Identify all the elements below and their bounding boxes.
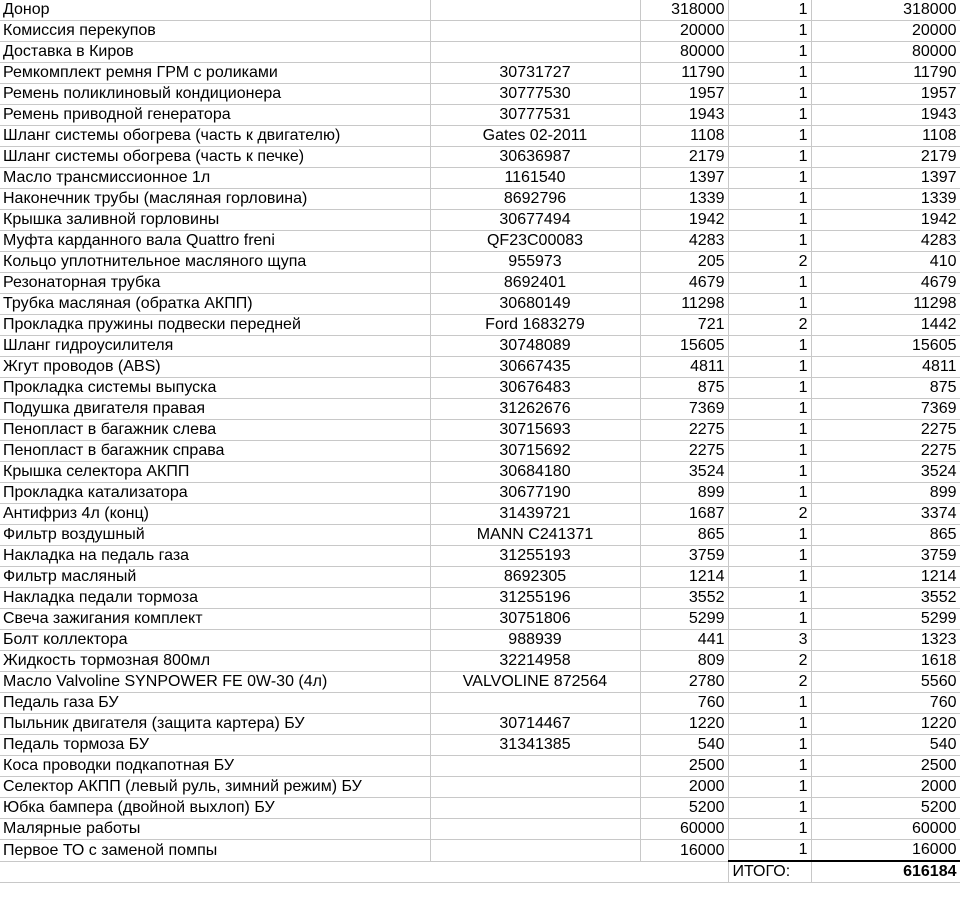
price-cell[interactable]: 11298: [640, 294, 728, 315]
item-name-cell[interactable]: Свеча зажигания комплект: [0, 609, 430, 630]
sum-cell[interactable]: 1618: [811, 651, 960, 672]
table-row: [0, 693, 960, 714]
sum-cell[interactable]: 410: [811, 252, 960, 273]
part-number-cell[interactable]: Ford 1683279: [430, 315, 640, 336]
part-number-cell[interactable]: 8692401: [430, 273, 640, 294]
part-number-cell[interactable]: 30667435: [430, 357, 640, 378]
quantity-cell[interactable]: 3: [728, 630, 811, 651]
sum-cell[interactable]: 15605: [811, 336, 960, 357]
sum-cell[interactable]: 11298: [811, 294, 960, 315]
quantity-cell[interactable]: 1: [728, 462, 811, 483]
item-name-cell[interactable]: Крышка заливной горловины: [0, 210, 430, 231]
quantity-cell[interactable]: 1: [728, 609, 811, 630]
price-cell[interactable]: 205: [640, 252, 728, 273]
item-name-cell[interactable]: Подушка двигателя правая: [0, 399, 430, 420]
sum-cell[interactable]: 1397: [811, 168, 960, 189]
item-name-cell[interactable]: Малярные работы: [0, 819, 430, 840]
price-cell[interactable]: 1397: [640, 168, 728, 189]
price-cell[interactable]: 4283: [640, 231, 728, 252]
table-row: [0, 777, 960, 798]
table-row: [0, 483, 960, 504]
price-cell[interactable]: 2000: [640, 777, 728, 798]
price-cell[interactable]: 5200: [640, 798, 728, 819]
sum-cell[interactable]: 5200: [811, 798, 960, 819]
price-cell[interactable]: 4811: [640, 357, 728, 378]
quantity-cell[interactable]: 1: [728, 420, 811, 441]
table-row: [0, 21, 960, 42]
quantity-cell[interactable]: 2: [728, 672, 811, 693]
sum-cell[interactable]: 1442: [811, 315, 960, 336]
part-number-cell[interactable]: 31255196: [430, 588, 640, 609]
quantity-cell[interactable]: 1: [728, 756, 811, 777]
table-row: [0, 126, 960, 147]
sum-cell[interactable]: 20000: [811, 21, 960, 42]
item-name-cell[interactable]: Комиссия перекупов: [0, 21, 430, 42]
sum-cell[interactable]: 5560: [811, 672, 960, 693]
item-name-cell[interactable]: Муфта карданного вала Quattro freni: [0, 231, 430, 252]
quantity-cell[interactable]: 1: [728, 525, 811, 546]
part-number-cell[interactable]: 31439721: [430, 504, 640, 525]
quantity-cell[interactable]: 1: [728, 21, 811, 42]
table-row: [0, 147, 960, 168]
price-cell[interactable]: 1687: [640, 504, 728, 525]
price-cell[interactable]: 2500: [640, 756, 728, 777]
quantity-cell[interactable]: 1: [728, 126, 811, 147]
part-number-cell[interactable]: 30751806: [430, 609, 640, 630]
part-number-cell[interactable]: [430, 693, 640, 714]
table-row: [0, 462, 960, 483]
price-cell[interactable]: 15605: [640, 336, 728, 357]
price-cell[interactable]: 20000: [640, 21, 728, 42]
table-row: [0, 315, 960, 336]
table-row: [0, 567, 960, 588]
price-cell[interactable]: 2275: [640, 420, 728, 441]
sum-cell[interactable]: 60000: [811, 819, 960, 840]
item-name-cell[interactable]: Пенопласт в багажник слева: [0, 420, 430, 441]
price-cell[interactable]: 899: [640, 483, 728, 504]
sum-cell[interactable]: 2275: [811, 441, 960, 462]
table-row: [0, 294, 960, 315]
part-number-cell[interactable]: 30714467: [430, 714, 640, 735]
part-number-cell[interactable]: [430, 0, 640, 21]
sum-cell[interactable]: 16000: [811, 840, 960, 862]
price-cell[interactable]: 2179: [640, 147, 728, 168]
part-number-cell[interactable]: 32214958: [430, 651, 640, 672]
quantity-cell[interactable]: 1: [728, 63, 811, 84]
sum-cell[interactable]: 4679: [811, 273, 960, 294]
sum-cell[interactable]: 318000: [811, 0, 960, 21]
table-row: [0, 714, 960, 735]
quantity-cell[interactable]: 1: [728, 693, 811, 714]
part-number-cell[interactable]: 30731727: [430, 63, 640, 84]
price-cell[interactable]: 1942: [640, 210, 728, 231]
price-cell[interactable]: 60000: [640, 819, 728, 840]
quantity-cell[interactable]: 1: [728, 168, 811, 189]
sum-cell[interactable]: 5299: [811, 609, 960, 630]
sum-cell[interactable]: 3759: [811, 546, 960, 567]
table-row: [0, 756, 960, 777]
item-name-cell[interactable]: Фильтр масляный: [0, 567, 430, 588]
sum-cell[interactable]: 1108: [811, 126, 960, 147]
item-name-cell[interactable]: Первое ТО с заменой помпы: [0, 840, 430, 862]
table-row: [0, 210, 960, 231]
price-cell[interactable]: 3759: [640, 546, 728, 567]
table-row: [0, 273, 960, 294]
table-row: [0, 252, 960, 273]
item-name-cell[interactable]: Болт коллектора: [0, 630, 430, 651]
sum-cell[interactable]: 11790: [811, 63, 960, 84]
total-value[interactable]: 616184: [811, 861, 960, 883]
table-row: [0, 546, 960, 567]
item-name-cell[interactable]: Фильтр воздушный: [0, 525, 430, 546]
price-cell[interactable]: 16000: [640, 840, 728, 862]
quantity-cell[interactable]: 1: [728, 357, 811, 378]
part-number-cell[interactable]: 30715693: [430, 420, 640, 441]
quantity-cell[interactable]: 1: [728, 819, 811, 840]
quantity-cell[interactable]: 1: [728, 441, 811, 462]
part-number-cell[interactable]: 31341385: [430, 735, 640, 756]
item-name-cell[interactable]: Резонаторная трубка: [0, 273, 430, 294]
quantity-cell[interactable]: 1: [728, 399, 811, 420]
quantity-cell[interactable]: 1: [728, 189, 811, 210]
price-cell[interactable]: 1339: [640, 189, 728, 210]
part-number-cell[interactable]: VALVOLINE 872564: [430, 672, 640, 693]
part-number-cell[interactable]: 988939: [430, 630, 640, 651]
part-number-cell[interactable]: 31262676: [430, 399, 640, 420]
sum-cell[interactable]: 2179: [811, 147, 960, 168]
part-number-cell[interactable]: [430, 819, 640, 840]
item-name-cell[interactable]: Шланг системы обогрева (часть к печке): [0, 147, 430, 168]
part-number-cell[interactable]: 30777530: [430, 84, 640, 105]
price-cell[interactable]: 1214: [640, 567, 728, 588]
price-cell[interactable]: 11790: [640, 63, 728, 84]
part-number-cell[interactable]: [430, 777, 640, 798]
table-row: [0, 378, 960, 399]
item-name-cell[interactable]: Прокладка системы выпуска: [0, 378, 430, 399]
item-name-cell[interactable]: Жгут проводов (ABS): [0, 357, 430, 378]
quantity-cell[interactable]: 1: [728, 483, 811, 504]
item-name-cell[interactable]: Жидкость тормозная 800мл: [0, 651, 430, 672]
quantity-cell[interactable]: 1: [728, 798, 811, 819]
sum-cell[interactable]: 899: [811, 483, 960, 504]
price-cell[interactable]: 3552: [640, 588, 728, 609]
item-name-cell[interactable]: Шланг гидроусилителя: [0, 336, 430, 357]
total-empty-cell: [430, 861, 640, 883]
part-number-cell[interactable]: [430, 840, 640, 862]
sum-cell[interactable]: 3552: [811, 588, 960, 609]
table-row: [0, 168, 960, 189]
quantity-cell[interactable]: 1: [728, 84, 811, 105]
price-cell[interactable]: 760: [640, 693, 728, 714]
price-cell[interactable]: 865: [640, 525, 728, 546]
part-number-cell[interactable]: 30677494: [430, 210, 640, 231]
sum-cell[interactable]: 865: [811, 525, 960, 546]
price-cell[interactable]: 3524: [640, 462, 728, 483]
part-number-cell[interactable]: 30680149: [430, 294, 640, 315]
table-row: [0, 189, 960, 210]
quantity-cell[interactable]: 2: [728, 504, 811, 525]
table-row: [0, 798, 960, 819]
part-number-cell[interactable]: 30748089: [430, 336, 640, 357]
total-row: [0, 861, 960, 883]
part-number-cell[interactable]: [430, 21, 640, 42]
part-number-cell[interactable]: 955973: [430, 252, 640, 273]
quantity-cell[interactable]: 1: [728, 210, 811, 231]
item-name-cell[interactable]: Прокладка катализатора: [0, 483, 430, 504]
sum-cell[interactable]: 540: [811, 735, 960, 756]
item-name-cell[interactable]: Селектор АКПП (левый руль, зимний режим) БУ: [0, 777, 430, 798]
sum-cell[interactable]: 4811: [811, 357, 960, 378]
item-name-cell[interactable]: Масло Valvoline SYNPOWER FE 0W-30 (4л): [0, 672, 430, 693]
sum-cell[interactable]: 760: [811, 693, 960, 714]
table-row: [0, 588, 960, 609]
table-row: [0, 609, 960, 630]
price-cell[interactable]: 1220: [640, 714, 728, 735]
quantity-cell[interactable]: 1: [728, 735, 811, 756]
part-number-cell[interactable]: [430, 798, 640, 819]
price-cell[interactable]: 809: [640, 651, 728, 672]
item-name-cell[interactable]: Юбка бампера (двойной выхлоп) БУ: [0, 798, 430, 819]
quantity-cell[interactable]: 1: [728, 546, 811, 567]
sum-cell[interactable]: 1942: [811, 210, 960, 231]
item-name-cell[interactable]: Трубка масляная (обратка АКПП): [0, 294, 430, 315]
quantity-cell[interactable]: 1: [728, 336, 811, 357]
table-row: [0, 651, 960, 672]
sum-cell[interactable]: 1323: [811, 630, 960, 651]
quantity-cell[interactable]: 1: [728, 294, 811, 315]
sum-cell[interactable]: 1214: [811, 567, 960, 588]
quantity-cell[interactable]: 2: [728, 252, 811, 273]
price-cell[interactable]: 2780: [640, 672, 728, 693]
total-label[interactable]: ИТОГО:: [728, 861, 811, 883]
quantity-cell[interactable]: 1: [728, 105, 811, 126]
sum-cell[interactable]: 80000: [811, 42, 960, 63]
total-empty-cell: [0, 861, 430, 883]
quantity-cell[interactable]: 1: [728, 840, 811, 862]
part-number-cell[interactable]: 30777531: [430, 105, 640, 126]
item-name-cell[interactable]: Накладка на педаль газа: [0, 546, 430, 567]
quantity-cell[interactable]: 1: [728, 0, 811, 21]
part-number-cell[interactable]: [430, 756, 640, 777]
part-number-cell[interactable]: 30677190: [430, 483, 640, 504]
quantity-cell[interactable]: 1: [728, 378, 811, 399]
table-row: [0, 819, 960, 840]
table-row: [0, 840, 960, 862]
table-row: [0, 336, 960, 357]
sum-cell[interactable]: 2000: [811, 777, 960, 798]
sum-cell[interactable]: 4283: [811, 231, 960, 252]
quantity-cell[interactable]: 1: [728, 147, 811, 168]
table-row: [0, 399, 960, 420]
part-number-cell[interactable]: 31255193: [430, 546, 640, 567]
quantity-cell[interactable]: 1: [728, 777, 811, 798]
sum-cell[interactable]: 2500: [811, 756, 960, 777]
quantity-cell[interactable]: 1: [728, 231, 811, 252]
price-cell[interactable]: 1957: [640, 84, 728, 105]
table-row: [0, 420, 960, 441]
sum-cell[interactable]: 1943: [811, 105, 960, 126]
table-row: [0, 42, 960, 63]
part-number-cell[interactable]: 8692796: [430, 189, 640, 210]
table-row: [0, 504, 960, 525]
sum-cell[interactable]: 2275: [811, 420, 960, 441]
part-number-cell[interactable]: MANN C241371: [430, 525, 640, 546]
table-row: [0, 84, 960, 105]
item-name-cell[interactable]: Пенопласт в багажник справа: [0, 441, 430, 462]
item-name-cell[interactable]: Масло трансмиссионное 1л: [0, 168, 430, 189]
table-row: [0, 672, 960, 693]
item-name-cell[interactable]: Антифриз 4л (конц): [0, 504, 430, 525]
quantity-cell[interactable]: 2: [728, 651, 811, 672]
table-row: [0, 357, 960, 378]
item-name-cell[interactable]: Ремень приводной генератора: [0, 105, 430, 126]
price-cell[interactable]: 2275: [640, 441, 728, 462]
price-cell[interactable]: 318000: [640, 0, 728, 21]
part-number-cell[interactable]: 1161540: [430, 168, 640, 189]
quantity-cell[interactable]: 1: [728, 714, 811, 735]
part-number-cell[interactable]: 30684180: [430, 462, 640, 483]
price-cell[interactable]: 441: [640, 630, 728, 651]
quantity-cell[interactable]: 1: [728, 588, 811, 609]
part-number-cell[interactable]: QF23C00083: [430, 231, 640, 252]
item-name-cell[interactable]: Доставка в Киров: [0, 42, 430, 63]
price-cell[interactable]: 721: [640, 315, 728, 336]
quantity-cell[interactable]: 1: [728, 42, 811, 63]
item-name-cell[interactable]: Крышка селектора АКПП: [0, 462, 430, 483]
table-row: [0, 630, 960, 651]
price-cell[interactable]: 4679: [640, 273, 728, 294]
part-number-cell[interactable]: 30715692: [430, 441, 640, 462]
price-cell[interactable]: 540: [640, 735, 728, 756]
sum-cell[interactable]: 1220: [811, 714, 960, 735]
item-name-cell[interactable]: Ремень поликлиновый кондиционера: [0, 84, 430, 105]
table-row: [0, 231, 960, 252]
item-name-cell[interactable]: Прокладка пружины подвески передней: [0, 315, 430, 336]
item-name-cell[interactable]: Шланг системы обогрева (часть к двигателю): [0, 126, 430, 147]
table-row: [0, 525, 960, 546]
item-name-cell[interactable]: Педаль тормоза БУ: [0, 735, 430, 756]
price-cell[interactable]: 7369: [640, 399, 728, 420]
item-name-cell[interactable]: Наконечник трубы (масляная горловина): [0, 189, 430, 210]
part-number-cell[interactable]: 30636987: [430, 147, 640, 168]
part-number-cell[interactable]: 30676483: [430, 378, 640, 399]
item-name-cell[interactable]: Ремкомплект ремня ГРМ с роликами: [0, 63, 430, 84]
price-cell[interactable]: 80000: [640, 42, 728, 63]
sum-cell[interactable]: 3524: [811, 462, 960, 483]
item-name-cell[interactable]: Кольцо уплотнительное масляного щупа: [0, 252, 430, 273]
table-row: [0, 441, 960, 462]
table-row: [0, 0, 960, 21]
item-name-cell[interactable]: Педаль газа БУ: [0, 693, 430, 714]
table-row: [0, 105, 960, 126]
part-number-cell[interactable]: [430, 42, 640, 63]
sum-cell[interactable]: 3374: [811, 504, 960, 525]
table-row: [0, 735, 960, 756]
price-cell[interactable]: 5299: [640, 609, 728, 630]
item-name-cell[interactable]: Коса проводки подкапотная БУ: [0, 756, 430, 777]
quantity-cell[interactable]: 2: [728, 315, 811, 336]
item-name-cell[interactable]: Накладка педали тормоза: [0, 588, 430, 609]
price-cell[interactable]: 875: [640, 378, 728, 399]
item-name-cell[interactable]: Пыльник двигателя (защита картера) БУ: [0, 714, 430, 735]
table-row: [0, 63, 960, 84]
part-number-cell[interactable]: Gates 02-2011: [430, 126, 640, 147]
quantity-cell[interactable]: 1: [728, 567, 811, 588]
price-cell[interactable]: 1943: [640, 105, 728, 126]
item-name-cell[interactable]: Донор: [0, 0, 430, 21]
sum-cell[interactable]: 875: [811, 378, 960, 399]
part-number-cell[interactable]: 8692305: [430, 567, 640, 588]
sum-cell[interactable]: 1957: [811, 84, 960, 105]
quantity-cell[interactable]: 1: [728, 273, 811, 294]
price-cell[interactable]: 1108: [640, 126, 728, 147]
sum-cell[interactable]: 7369: [811, 399, 960, 420]
sum-cell[interactable]: 1339: [811, 189, 960, 210]
total-empty-cell: [640, 861, 728, 883]
